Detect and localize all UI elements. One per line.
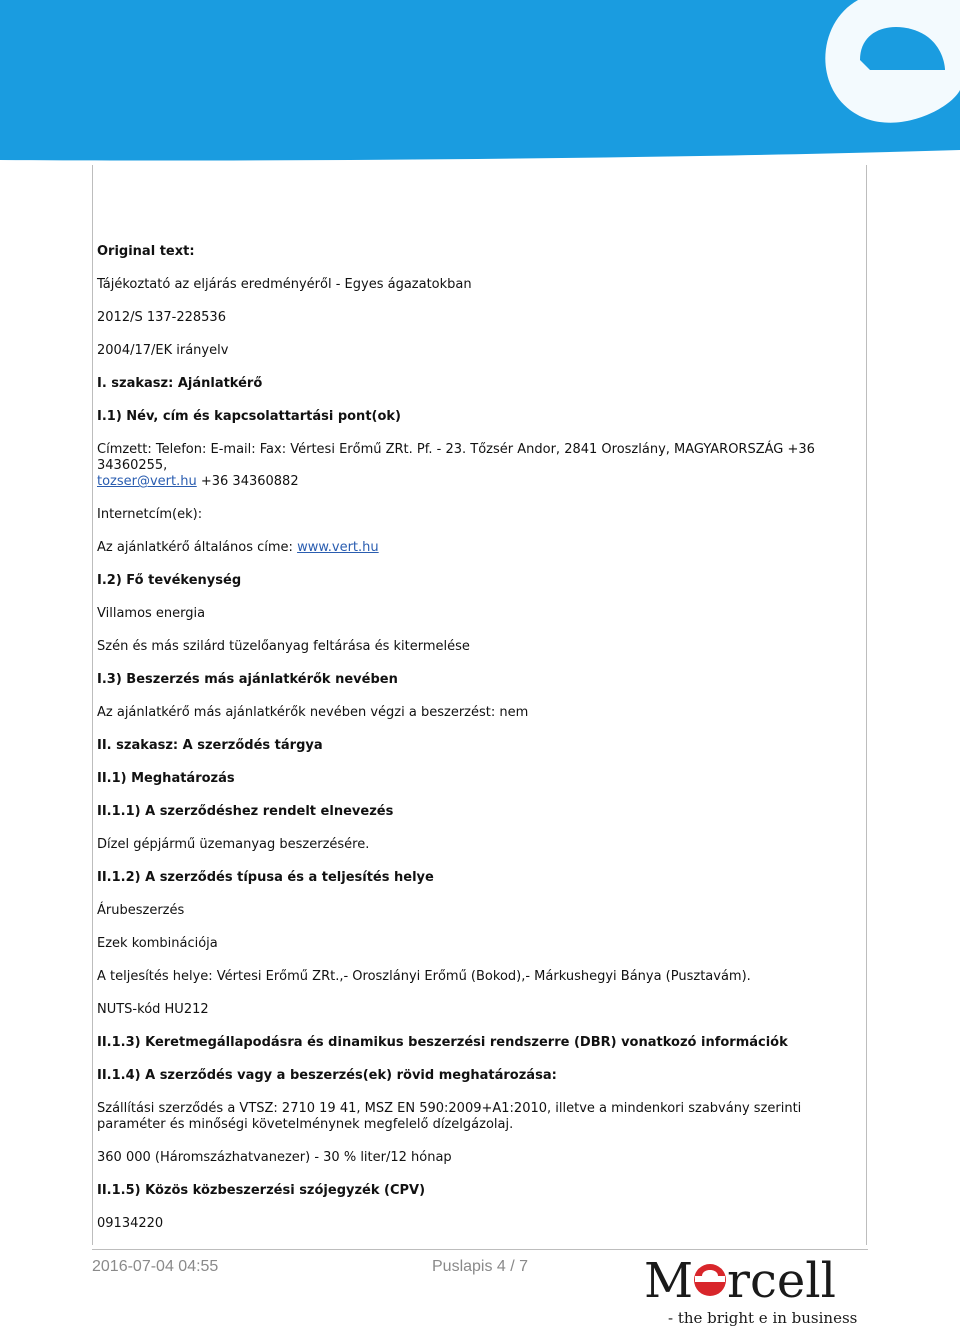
section-1-1-heading: I.1) Név, cím és kapcsolattartási pont(ok) xyxy=(97,409,401,424)
merecell-e-logo-icon xyxy=(694,1264,726,1296)
place-of-performance: A teljesítés helye: Vértesi Erőmű ZRt.,- Oroszlányi Erőmű (Bokod),- Márkushegyi Bánya (Pusztavám). xyxy=(97,969,751,984)
quantity: 360 000 (Háromszázhatvanezer) - 30 % liter/12 hónap xyxy=(97,1150,452,1165)
nuts-code: NUTS-kód HU212 xyxy=(97,1002,209,1017)
addressee-text: Címzett: Telefon: E-mail: Fax: Vértesi Erőmű ZRt. Pf. - 23. Tőzsér Andor, 2841 Oroszlány, MAGYARORSZÁG +36 34360255, xyxy=(97,442,815,473)
logo-letter-m: M xyxy=(644,1253,694,1309)
general-address xyxy=(97,540,867,556)
email-link[interactable]: tozser@vert.hu xyxy=(97,474,197,489)
header-banner xyxy=(0,0,960,168)
section-2-1-1-heading: II.1.1) A szerződéshez rendelt elnevezés xyxy=(97,804,394,819)
section-2-1-2-heading: II.1.2) A szerződés típusa és a teljesítés helye xyxy=(97,870,434,885)
short-description: Szállítási szerződés a VTSZ: 2710 19 41, MSZ EN 590:2009+A1:2010, illetve a mindenkori szabvány szerinti paraméter és minőségi követelménynek megfelelő dízelgázolaj. xyxy=(97,1101,802,1132)
activity-coal: Szén és más szilárd tüzelőanyag feltárása és kitermelése xyxy=(97,639,470,654)
website-link[interactable]: www.vert.hu xyxy=(297,540,379,555)
contract-name: Dízel gépjármű üzemanyag beszerzésére. xyxy=(97,837,370,852)
addressee-block xyxy=(97,442,867,490)
section-2-1-3-heading: II.1.3) Keretmegállapodásra és dinamikus beszerzési rendszerre (DBR) vonatkozó információk xyxy=(97,1035,788,1050)
e-logo-icon xyxy=(825,0,960,123)
section-1-3-text: Az ajánlatkérő más ajánlatkérők nevében végzi a beszerzést: nem xyxy=(97,705,529,720)
contract-type: Árubeszerzés xyxy=(97,903,185,918)
fax-number: +36 34360882 xyxy=(196,474,299,489)
general-address-label: Az ajánlatkérő általános címe: xyxy=(97,540,298,555)
section-2-1-heading: II.1) Meghatározás xyxy=(97,771,235,786)
footer-timestamp: 2016-07-04 04:55 xyxy=(92,1258,219,1275)
section-1-heading: I. szakasz: Ajánlatkérő xyxy=(97,376,263,391)
notice-title: Tájékoztató az eljárás eredményéről - Egyes ágazatokban xyxy=(97,277,472,292)
logo-letters-rcell: rcell xyxy=(727,1253,836,1309)
reference-number: 2012/S 137-228536 xyxy=(97,310,226,325)
section-1-2-heading: I.2) Fő tevékenység xyxy=(97,573,242,588)
left-margin-rule xyxy=(92,165,93,1245)
section-1-3-heading: I.3) Beszerzés más ajánlatkérők nevében xyxy=(97,672,398,687)
document-body xyxy=(97,244,867,1249)
cpv-code: 09134220 xyxy=(97,1216,164,1231)
section-2-1-4-heading: II.1.4) A szerződés vagy a beszerzés(ek) rövid meghatározása: xyxy=(97,1068,557,1083)
original-text-heading: Original text: xyxy=(97,244,195,259)
activity-electricity: Villamos energia xyxy=(97,606,206,621)
internet-label: Internetcím(ek): xyxy=(97,507,203,522)
combination: Ezek kombinációja xyxy=(97,936,218,951)
section-2-1-5-heading: II.1.5) Közös közbeszerzési szójegyzék (CPV) xyxy=(97,1183,426,1198)
footer-page-number: Puslapis 4 / 7 xyxy=(432,1258,529,1275)
directive: 2004/17/EK irányelv xyxy=(97,343,229,358)
logo-tagline: - the bright e in business xyxy=(668,1309,858,1327)
section-2-heading: II. szakasz: A szerződés tárgya xyxy=(97,738,323,753)
footer-rule xyxy=(92,1249,868,1250)
